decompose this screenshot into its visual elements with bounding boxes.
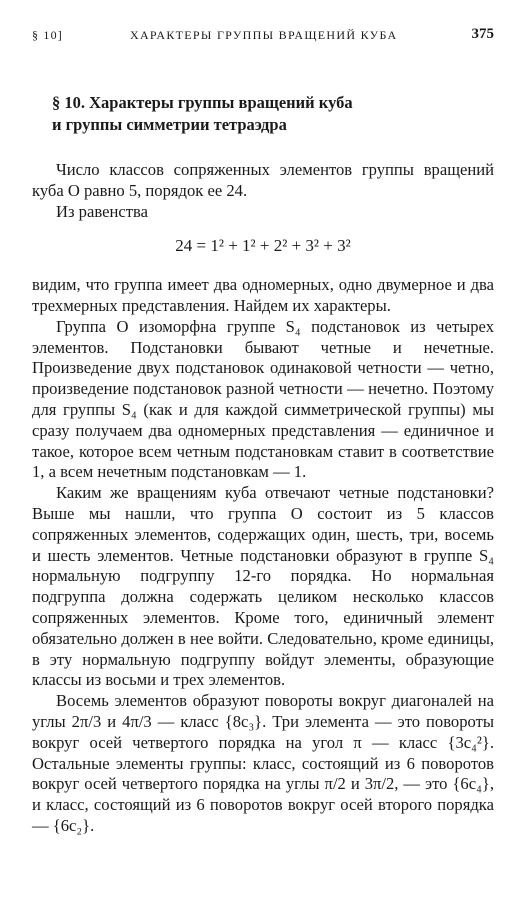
paragraph-even-permutations: Каким же вращениям куба отвечают четные подстановки? Выше мы нашли, что группа O состоит из 5 классов сопряженных элементов, содержащих один, шесть, три, восемь и шесть элементов. Четные подстановки образуют в группе S₄ нормальную подгруппу 12-го порядка. Но нормальная подгруппа должна содержать целиком несколько классов сопряженных элементов. Кроме того, единичный элемент обязательно должен в нее войти. Следовательно, кроме единицы, в эту нормальную подгруппу войдут элементы, образующие классы из восьми и трех элементов. [32,483,494,690]
section-heading [52,92,472,136]
paragraph-representations: видим, что группа имеет два одномерных, одно двумерное и два трехмерных представления. Найдем их характеры. [32,275,494,315]
section-heading-line-2: и группы симметрии тетраэдра [52,115,287,134]
paragraph-rotation-classes: Восемь элементов образуют повороты вокруг диагоналей на углы 2π/3 и 4π/3 — класс {8c₃}. Три элемента — это повороты вокруг осей четвертого порядка на угол π — класс {3c₄²}. Остальные элементы группы: класс, состоящий из 6 поворотов вокруг осей четвертого порядка на углы π/2 и 3π/2, — это {6c₄}, и класс, состоящий из 6 поворотов вокруг осей второго порядка — {6c₂}. [32,691,494,835]
book-page [32,0,494,900]
running-head [32,26,494,46]
paragraph-from-equality: Из равенства [56,201,148,221]
running-head-title: ХАРАКТЕРЫ ГРУППЫ ВРАЩЕНИЙ КУБА [130,28,398,42]
page-number: 375 [471,26,494,42]
body-text [32,160,494,837]
dimension-formula: 24 = 1² + 1² + 2² + 3² + 3² [175,236,351,256]
paragraph-classes-count: Число классов сопряженных элементов группы вращений куба O равно 5, порядок ее 24. [32,160,494,200]
section-heading-line-1: § 10. Характеры группы вращений куба [52,93,353,112]
running-head-section: § 10] [32,28,63,42]
paragraph-isomorphism: Группа O изоморфна группе S₄ подстановок из четырех элементов. Подстановки бывают четные и нечетные. Произведение двух подстановок одинаковой четности — четно, произведение подстановок разной четности — нечетно. Поэтому для группы S₄ (как и для каждой симметрической группы) мы сразу получаем два одномерных представления — единичное и такое, которое всем четным подстановкам ставит в соответствие 1, а всем нечетным подстановкам — 1. [32,316,494,482]
